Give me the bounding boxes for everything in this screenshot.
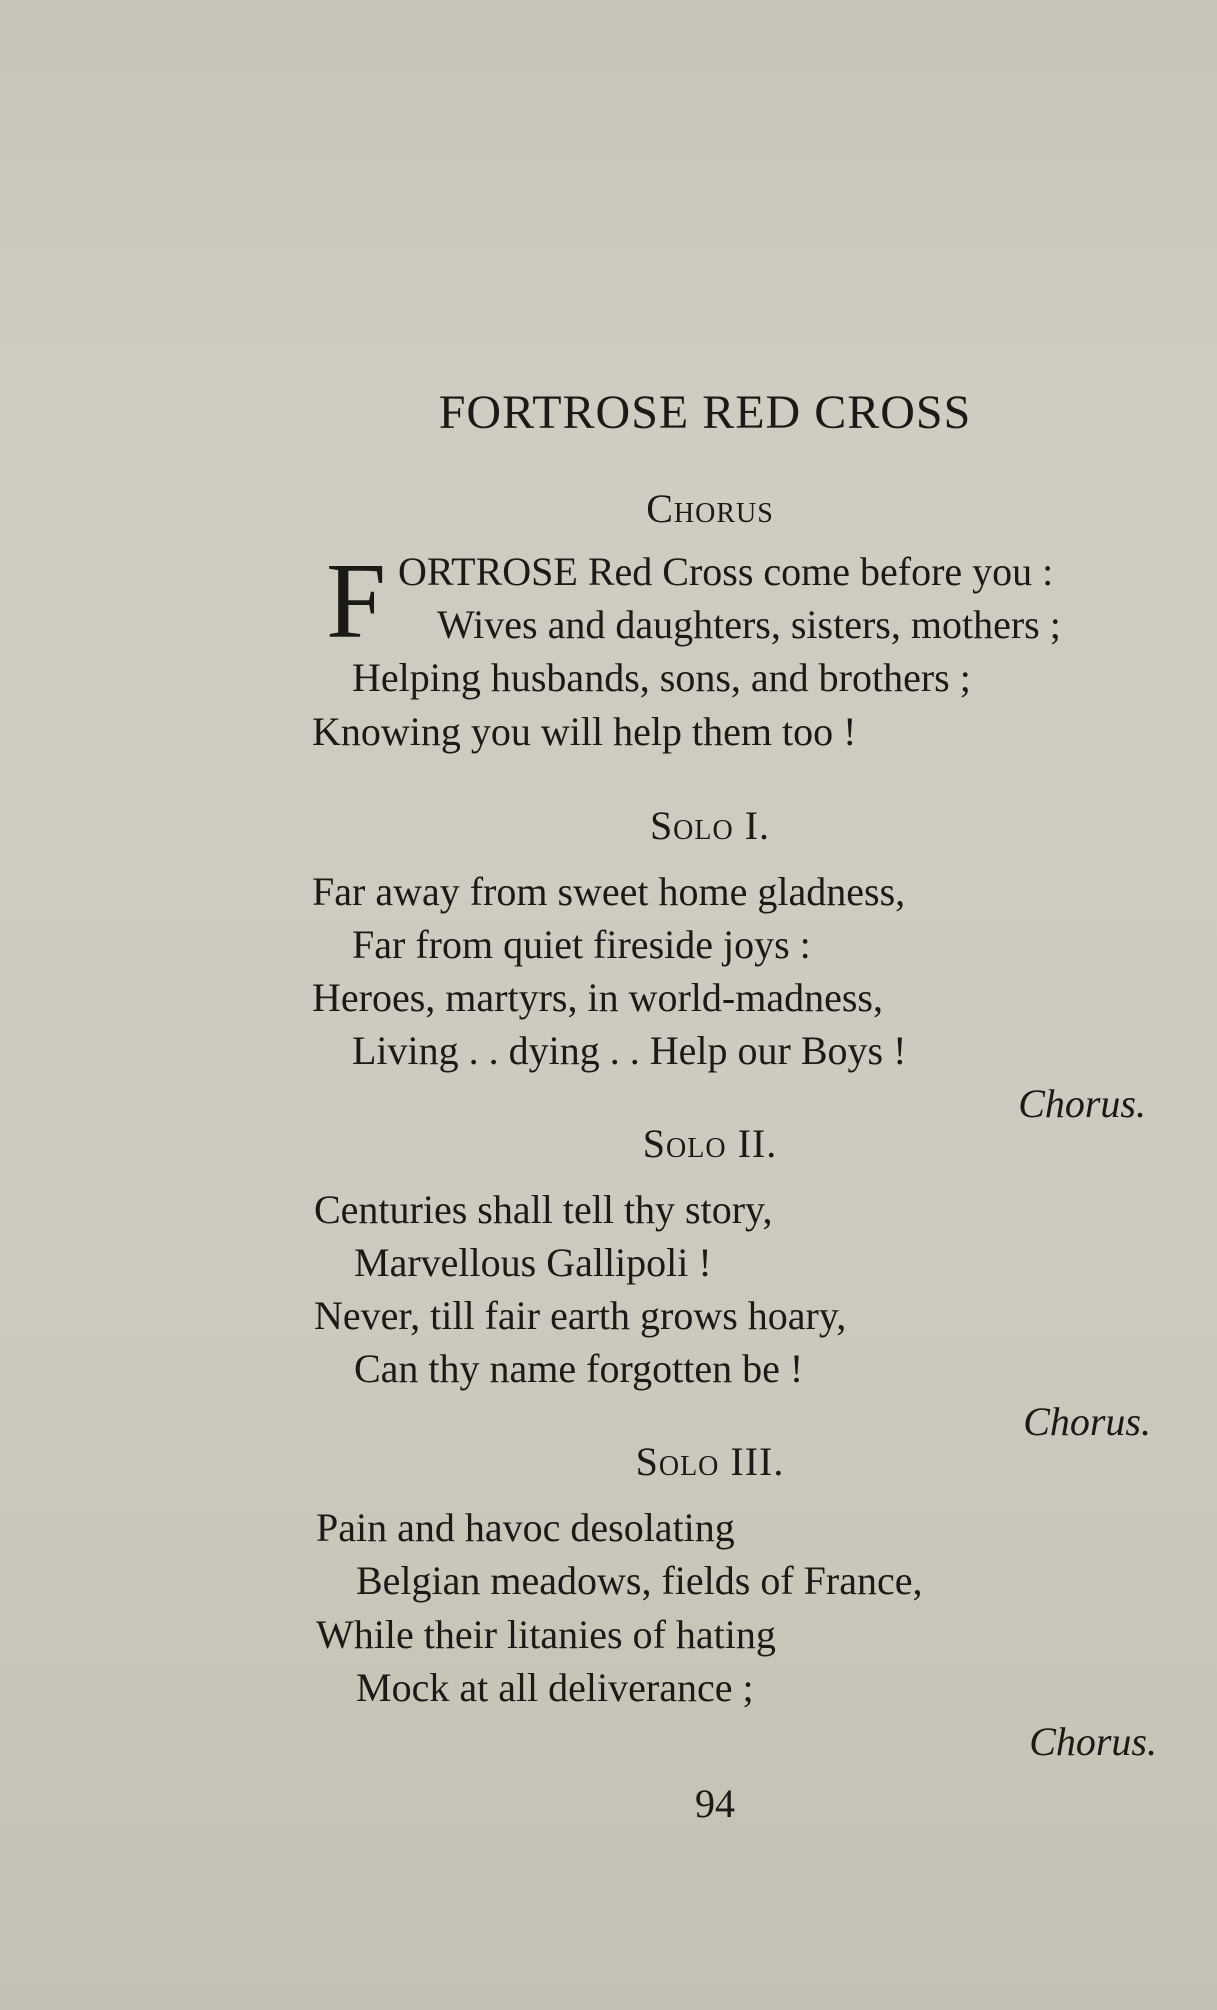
page-number: 94 (695, 1781, 735, 1826)
solo-1-line-1: Far away from sweet home gladness, (312, 869, 906, 914)
solo-3-heading: Solo III. (635, 1439, 785, 1484)
chorus-line-1: ORTROSE Red Cross come before you : (398, 549, 1054, 594)
drop-cap-letter: F (326, 542, 387, 661)
solo-3-line-1: Pain and havoc desolating (316, 1505, 735, 1550)
solo-1-line-3: Heroes, martyrs, in world-madness, (312, 975, 883, 1020)
solo-2-line-1: Centuries shall tell thy story, (314, 1187, 773, 1232)
solo-3-chorus-cue: Chorus. (1029, 1719, 1157, 1764)
poem-title: FORTROSE RED CROSS (438, 386, 972, 439)
solo-1-heading: Solo I. (649, 803, 771, 848)
solo-3-line-2: Belgian meadows, fields of France, (356, 1558, 923, 1603)
solo-1-line-4: Living . . dying . . Help our Boys ! (352, 1028, 907, 1073)
chorus-line-4: Knowing you will help them too ! (312, 709, 857, 754)
solo-2-chorus-cue: Chorus. (1023, 1399, 1151, 1444)
solo-2-line-4: Can thy name forgotten be ! (354, 1346, 804, 1391)
solo-1-chorus-cue: Chorus. (1018, 1081, 1146, 1126)
solo-2-line-3: Never, till fair earth grows hoary, (314, 1293, 847, 1338)
solo-2-heading: Solo II. (642, 1121, 778, 1166)
solo-3-line-4: Mock at all deliverance ; (356, 1665, 754, 1710)
chorus-line-2: Wives and daughters, sisters, mothers ; (437, 602, 1061, 647)
solo-3-line-3: While their litanies of hating (316, 1612, 776, 1657)
solo-1-line-2: Far from quiet fireside joys : (352, 922, 811, 967)
chorus-line-3: Helping husbands, sons, and brothers ; (352, 655, 971, 700)
solo-2-line-2: Marvellous Gallipoli ! (354, 1240, 712, 1285)
chorus-heading: Chorus (646, 486, 774, 531)
